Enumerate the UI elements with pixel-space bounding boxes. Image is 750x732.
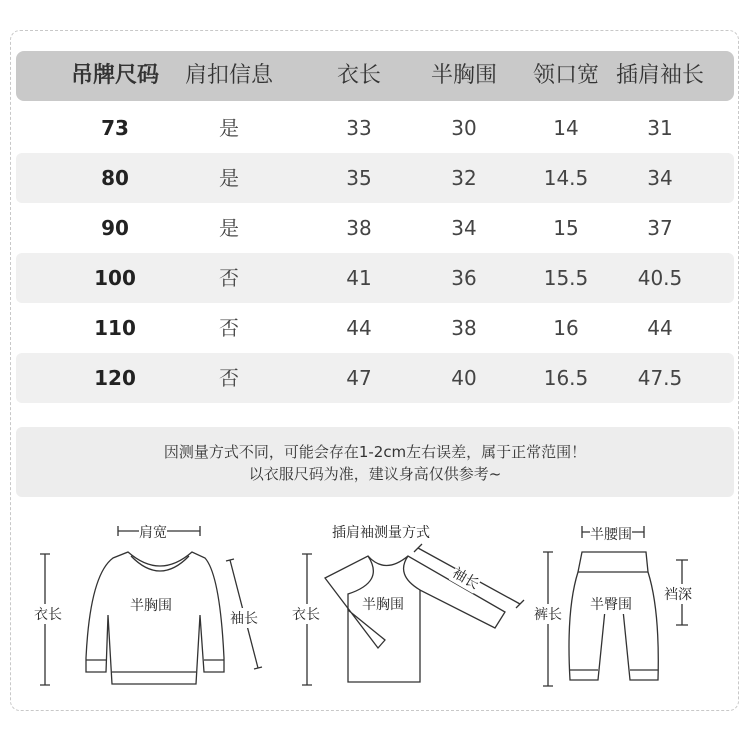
table-cell: 40.5 — [637, 266, 683, 290]
label-shoulder-width: 肩宽 — [139, 522, 167, 542]
label-half-waist: 半腰围 — [590, 524, 632, 544]
note-line-1: 因测量方式不同，可能会存在1-2cm左右误差，属于正常范围！ — [163, 443, 587, 461]
table-row — [16, 353, 734, 403]
table-row — [16, 303, 734, 353]
label-raglan-length: 衣长 — [292, 604, 320, 624]
label-pants-length: 裤长 — [534, 604, 562, 624]
header-half-chest: 半胸围 — [430, 63, 498, 88]
table-cell: 35 — [346, 166, 372, 190]
table-cell: 31 — [647, 116, 673, 140]
table-cell: 34 — [451, 216, 477, 240]
table-cell: 90 — [101, 216, 129, 240]
table-cell: 40 — [451, 366, 477, 390]
table-cell: 30 — [451, 116, 477, 140]
table-cell: 80 — [101, 166, 129, 190]
table-cell: 37 — [647, 216, 673, 240]
label-sweater-chest: 半胸围 — [130, 595, 172, 615]
header-size: 吊牌尺码 — [70, 63, 160, 88]
label-rise: 裆深 — [664, 584, 692, 604]
table-cell: 否 — [219, 366, 239, 390]
table-cell: 100 — [94, 266, 136, 290]
table-row — [16, 253, 734, 303]
table-cell: 44 — [346, 316, 372, 340]
table-header — [16, 51, 734, 101]
table-cell: 33 — [346, 116, 372, 140]
table-cell: 47 — [346, 366, 372, 390]
table-cell: 16.5 — [543, 366, 589, 390]
table-cell: 44 — [647, 316, 673, 340]
header-length: 衣长 — [336, 63, 382, 88]
table-cell: 否 — [219, 266, 239, 290]
table-cell: 36 — [451, 266, 477, 290]
table-cell: 否 — [219, 316, 239, 340]
table-row — [16, 153, 734, 203]
table-cell: 73 — [101, 116, 129, 140]
measurement-note — [16, 427, 734, 497]
table-cell: 15.5 — [543, 266, 589, 290]
header-raglan-sleeve: 插肩袖长 — [615, 63, 705, 88]
label-sweater-length: 衣长 — [34, 604, 62, 624]
table-cell: 120 — [94, 366, 136, 390]
label-raglan-chest: 半胸围 — [362, 594, 404, 614]
table-cell: 15 — [553, 216, 579, 240]
table-cell: 16 — [553, 316, 579, 340]
table-cell: 110 — [94, 316, 136, 340]
table-row — [16, 203, 734, 253]
table-cell: 38 — [451, 316, 477, 340]
table-cell: 32 — [451, 166, 477, 190]
header-shoulder-button: 肩扣信息 — [184, 63, 274, 88]
note-line-2: 以衣服尺码为准，建议身高仅供参考~ — [248, 465, 502, 483]
label-half-hip: 半臀围 — [590, 594, 632, 614]
table-cell: 是 — [219, 166, 239, 190]
table-cell: 41 — [346, 266, 372, 290]
label-sweater-sleeve: 袖长 — [230, 608, 258, 628]
label-raglan-title: 插肩袖测量方式 — [332, 522, 430, 542]
table-cell: 14 — [553, 116, 579, 140]
table-cell: 是 — [219, 116, 239, 140]
label-raglan-sleeve: 袖长 — [449, 562, 483, 593]
table-cell: 47.5 — [637, 366, 683, 390]
table-cell: 是 — [219, 216, 239, 240]
header-neck-width: 领口宽 — [532, 63, 600, 88]
table-cell: 14.5 — [543, 166, 589, 190]
table-row — [16, 103, 734, 153]
table-cell: 34 — [647, 166, 673, 190]
raglan-drawing — [302, 544, 524, 685]
table-cell: 38 — [346, 216, 372, 240]
